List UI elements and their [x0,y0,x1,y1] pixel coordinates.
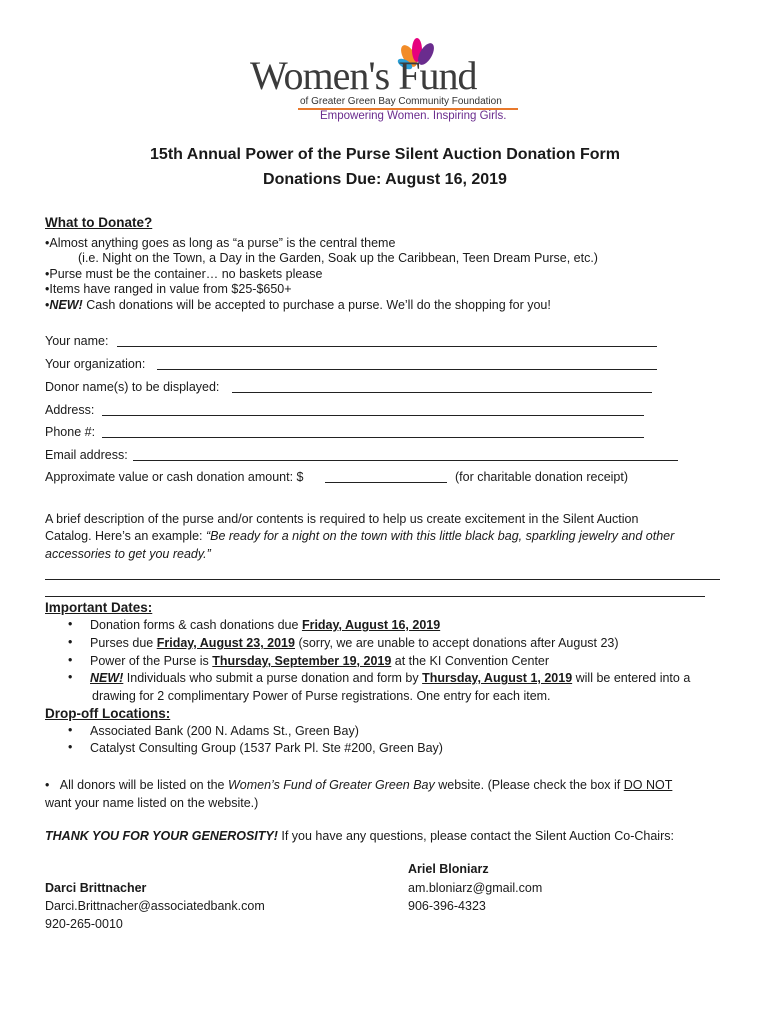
date-4-value: Thursday, August 1, 2019 [422,671,573,685]
address-field[interactable] [102,415,644,416]
donor-names-label: Donor name(s) to be displayed: [45,380,220,394]
important-dates-heading: Important Dates: [45,600,153,615]
dropoff-location-1: Associated Bank (200 N. Adams St., Green Bay) [90,724,359,738]
description-line-2 [45,529,674,543]
receipt-note: (for charitable donation receipt) [455,470,629,484]
website-note-mid: website. (Please check the box if [434,778,624,792]
chair-2-name: Ariel Bloniarz [408,862,489,876]
chair-1-name: Darci Brittnacher [45,881,147,895]
logo-subtitle: of Greater Green Bay Community Foundation [300,96,502,107]
donate-bullet-1-text: Almost anything goes as long as “a purse” is the central theme [49,236,396,250]
bullet-icon: • [68,740,73,754]
thank-you-line [45,829,674,843]
description-example: “Be ready for a night on the town with this little black bag, sparkling jewelry and other [205,529,675,543]
chair-2-email[interactable]: am.bloniarz@gmail.com [408,881,543,895]
date-item-1 [90,618,440,632]
phone-field[interactable] [102,437,644,438]
page-subtitle: Donations Due: August 16, 2019 [263,171,507,188]
website-note-org: Women’s Fund of Greater Green Bay [227,778,435,792]
logo-wordmark: Women's Fund [250,53,477,98]
womens-fund-logo [250,34,540,126]
bullet-icon: • [68,723,73,737]
donate-bullet-4: •NEW! Cash donations will be accepted to purchase a purse. We’ll do the shopping for you! [45,298,551,312]
approx-value-label: Approximate value or cash donation amount: $ [45,470,304,484]
bullet-icon: • [68,670,73,684]
new-label: NEW! [49,298,83,312]
website-note-pre: All donors will be listed on the [59,778,228,792]
your-name-field[interactable] [117,346,657,347]
description-field-line-2[interactable] [45,596,705,597]
description-line-1: A brief description of the purse and/or contents is required to help us create excitement in the Silent Auction [45,512,639,526]
date-1-text: Donation forms & cash donations due [90,618,302,632]
donate-bullet-3-text: Items have ranged in value from $25-$650+ [49,282,292,296]
chair-1-phone: 920-265-0010 [45,917,123,931]
email-label: Email address: [45,448,128,462]
date-item-3 [90,654,549,668]
date-4-post: will be entered into a [572,671,691,685]
bullet-icon: • [68,635,73,649]
chair-2-phone: 906-396-4323 [408,899,486,913]
chair-1-email[interactable]: Darci.Brittnacher@associatedbank.com [45,899,265,913]
donate-bullet-1-sub: (i.e. Night on the Town, a Day in the Garden, Soak up the Caribbean, Teen Dream Purse, etc.) [78,251,598,265]
date-3-post: at the KI Convention Center [391,654,550,668]
dropoff-heading: Drop-off Locations: [45,706,171,721]
donate-bullet-3: •Items have ranged in value from $25-$650+ [45,282,292,296]
your-organization-field[interactable] [157,369,657,370]
date-3-value: Thursday, September 19, 2019 [212,654,392,668]
date-1-value: Friday, August 16, 2019 [301,618,441,632]
website-note-line-1 [45,778,672,792]
description-line-3: accessories to get you ready.” [45,547,211,561]
date-4-text: Individuals who submit a purse donation and form by [123,671,423,685]
description-line-2-plain: Catalog. Here’s an example: [45,529,206,543]
approx-value-field[interactable] [325,482,447,483]
bullet-icon: • [45,778,60,792]
date-2-text: Purses due [90,636,157,650]
new-label: NEW! [90,671,124,685]
website-note-donot: DO NOT [623,778,673,792]
website-note-line-2: want your name listed on the website.) [45,796,259,810]
date-3-text: Power of the Purse is [90,654,213,668]
bullet-icon: • [68,653,73,667]
description-field-line-1[interactable] [45,579,720,580]
donate-bullet-4-text: Cash donations will be accepted to purchase a purse. We’ll do the shopping for you! [82,298,551,312]
email-field[interactable] [133,460,678,461]
your-organization-label: Your organization: [45,357,146,371]
date-item-4-cont: drawing for 2 complimentary Power of Purse registrations. One entry for each item. [92,689,551,703]
donor-names-field[interactable] [232,392,652,393]
what-to-donate-heading: What to Donate? [45,215,153,230]
donate-bullet-2: •Purse must be the container… no baskets please [45,267,323,281]
donate-bullet-2-text: Purse must be the container… no baskets please [49,267,323,281]
dropoff-location-2: Catalyst Consulting Group (1537 Park Pl. Ste #200, Green Bay) [90,741,443,755]
date-2-value: Friday, August 23, 2019 [156,636,295,650]
bullet-icon: • [68,617,73,631]
date-item-2 [90,636,619,650]
address-label: Address: [45,403,95,417]
donate-bullet-1: •Almost anything goes as long as “a purse” is the central theme [45,236,396,250]
thank-you-rest: If you have any questions, please contact the Silent Auction Co-Chairs: [277,829,674,843]
date-item-4 [90,671,690,685]
thank-you-bold: THANK YOU FOR YOUR GENEROSITY! [45,829,278,843]
phone-label: Phone #: [45,425,96,439]
page-title: 15th Annual Power of the Purse Silent Auction Donation Form [150,146,620,163]
logo-tagline: Empowering Women. Inspiring Girls. [320,110,507,122]
your-name-label: Your name: [45,334,109,348]
date-2-post: (sorry, we are unable to accept donations after August 23) [294,636,619,650]
